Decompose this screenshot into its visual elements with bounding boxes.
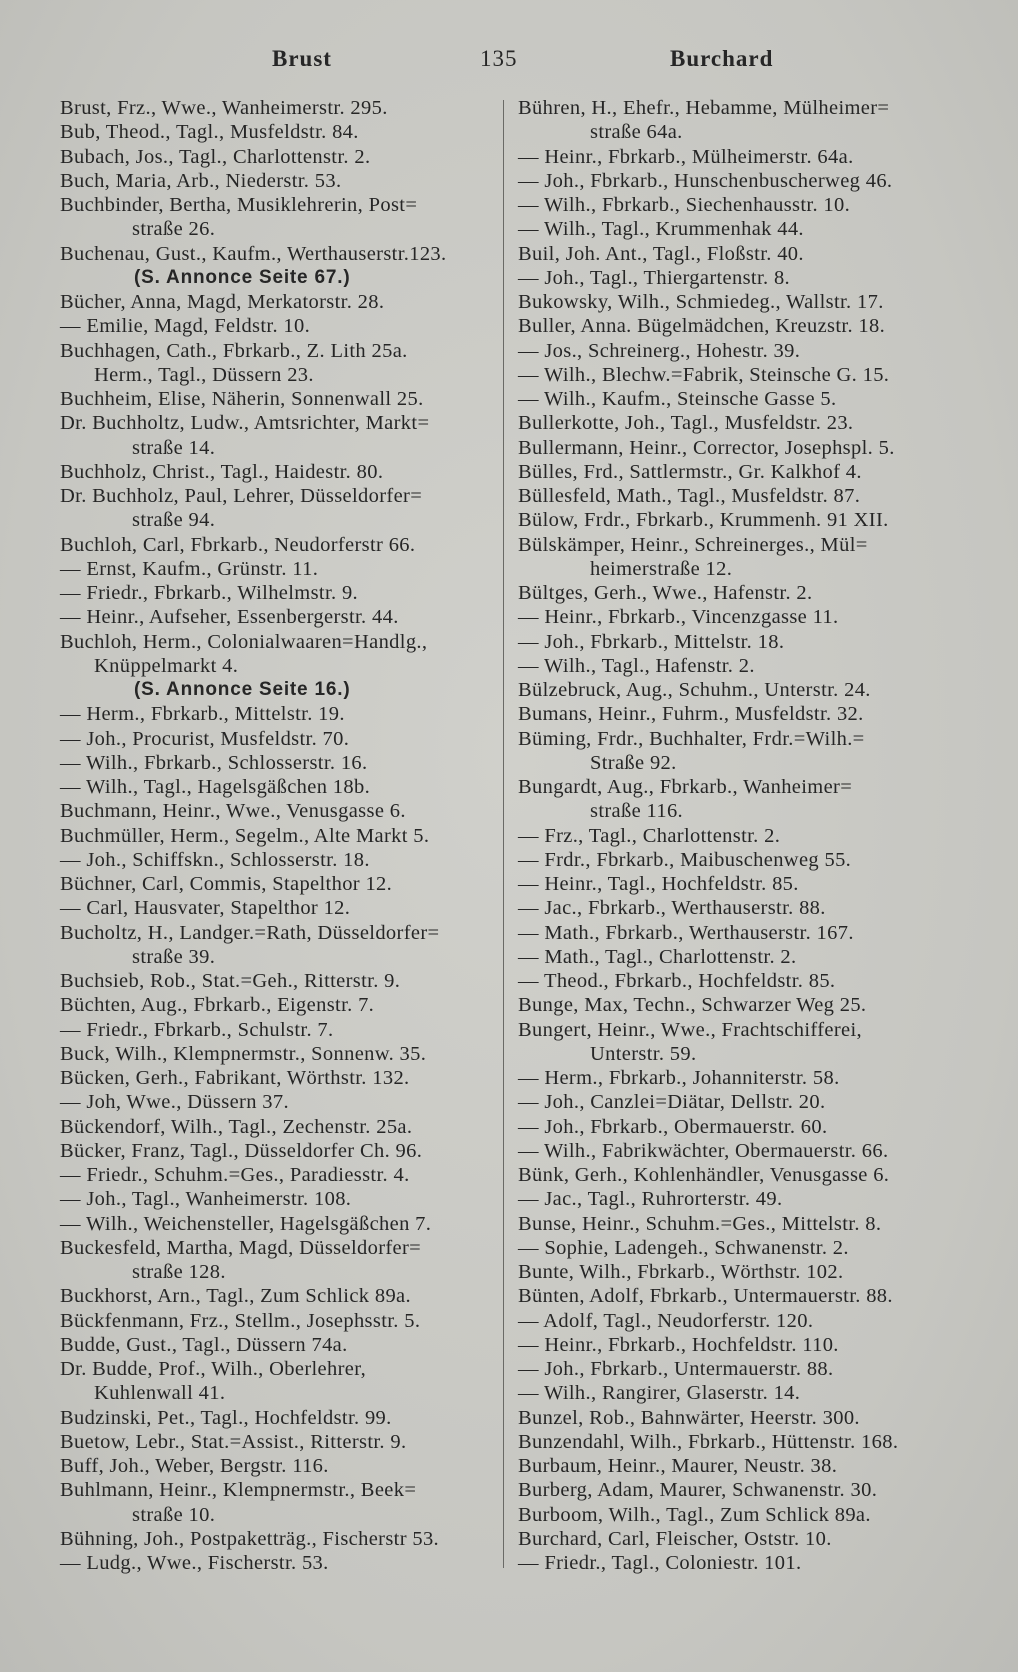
directory-entry: — Joh., Tagl., Thiergartenstr. 8. bbox=[518, 266, 791, 289]
directory-entry: Budde, Gust., Tagl., Düssern 74a. bbox=[60, 1333, 348, 1356]
directory-entry: Bünten, Adolf, Fbrkarb., Untermauerstr. 88. bbox=[518, 1285, 893, 1308]
directory-entry: — Jos., Schreinerg., Hohestr. 39. bbox=[518, 339, 801, 362]
directory-entry: — Wilh., Kaufm., Steinsche Gasse 5. bbox=[518, 388, 837, 410]
directory-entry: — Wilh., Rangirer, Glaserstr. 14. bbox=[518, 1382, 801, 1405]
directory-entry: Bub, Theod., Tagl., Musfeldstr. 84. bbox=[60, 121, 359, 144]
directory-entry-continuation: Herm., Tagl., Düssern 23. bbox=[94, 363, 314, 386]
directory-entry: — Frz., Tagl., Charlottenstr. 2. bbox=[518, 824, 781, 847]
right-column bbox=[518, 96, 988, 1575]
directory-entry: Bunse, Heinr., Schuhm.=Ges., Mittelstr. 8. bbox=[518, 1212, 882, 1235]
directory-entry: — Math., Fbrkarb., Werthauserstr. 167. bbox=[518, 921, 854, 944]
directory-entry: Bukowsky, Wilh., Schmiedeg., Wallstr. 17. bbox=[518, 291, 884, 313]
directory-entry-continuation: straße 128. bbox=[132, 1261, 226, 1283]
directory-entry: Bucholtz, H., Landger.=Rath, Düsseldorfer= bbox=[60, 921, 440, 944]
directory-entry: Bückendorf, Wilh., Tagl., Zechenstr. 25a. bbox=[60, 1115, 413, 1138]
directory-entry: — Friedr., Tagl., Coloniestr. 101. bbox=[518, 1552, 802, 1574]
directory-entry: — Friedr., Schuhm.=Ges., Paradiesstr. 4. bbox=[60, 1164, 410, 1186]
directory-entry: Buch, Maria, Arb., Niederstr. 53. bbox=[60, 169, 342, 192]
directory-entry: Brust, Frz., Wwe., Wanheimerstr. 295. bbox=[60, 97, 388, 119]
directory-entry: — Friedr., Fbrkarb., Schulstr. 7. bbox=[60, 1018, 334, 1041]
directory-entry: — Heinr., Fbrkarb., Hochfeldstr. 110. bbox=[518, 1333, 839, 1356]
directory-entry: Buetow, Lebr., Stat.=Assist., Ritterstr. 9. bbox=[60, 1430, 407, 1453]
directory-entry: — Heinr., Tagl., Hochfeldstr. 85. bbox=[518, 873, 799, 895]
directory-entry: Burberg, Adam, Maurer, Schwanenstr. 30. bbox=[518, 1479, 878, 1502]
running-head-last-entry: Burchard bbox=[670, 46, 774, 71]
advertisement-reference: (S. Annonce Seite 67.) bbox=[134, 266, 351, 288]
directory-entry-continuation: Unterstr. 59. bbox=[590, 1042, 697, 1065]
directory-entry: — Joh., Fbrkarb., Untermauerstr. 88. bbox=[518, 1358, 834, 1380]
directory-entry: — Ludg., Wwe., Fischerstr. 53. bbox=[60, 1552, 329, 1574]
directory-entry: — Wilh., Blechw.=Fabrik, Steinsche G. 15. bbox=[518, 363, 890, 386]
directory-entry: Büchner, Carl, Commis, Stapelthor 12. bbox=[60, 873, 393, 895]
directory-entry-continuation: Kuhlenwall 41. bbox=[94, 1382, 226, 1405]
directory-entry: — Joh., Fbrkarb., Obermauerstr. 60. bbox=[518, 1115, 828, 1138]
directory-entry: Burboom, Wilh., Tagl., Zum Schlick 89a. bbox=[518, 1503, 871, 1526]
directory-entry: — Joh., Canzlei=Diätar, Dellstr. 20. bbox=[518, 1091, 826, 1114]
directory-entry: Buff, Joh., Weber, Bergstr. 116. bbox=[60, 1455, 329, 1477]
directory-entry: Bülskämper, Heinr., Schreinerges., Mül= bbox=[518, 533, 868, 556]
directory-entry-continuation: straße 26. bbox=[132, 218, 216, 241]
directory-entry: Bunzel, Rob., Bahnwärter, Heerstr. 300. bbox=[518, 1406, 860, 1429]
directory-entry: — Joh., Fbrkarb., Hunschenbuscherweg 46. bbox=[518, 169, 893, 192]
directory-entry: Buhlmann, Heinr., Klempnermstr., Beek= bbox=[60, 1479, 417, 1502]
advertisement-reference: (S. Annonce Seite 16.) bbox=[134, 679, 351, 700]
directory-entry-continuation: heimerstraße 12. bbox=[590, 557, 733, 580]
directory-entry: — Heinr., Fbrkarb., Vincenzgasse 11. bbox=[518, 606, 839, 629]
directory-entry: Burbaum, Heinr., Maurer, Neustr. 38. bbox=[518, 1455, 838, 1477]
directory-entry: — Joh., Procurist, Musfeldstr. 70. bbox=[60, 727, 350, 750]
directory-entry: — Sophie, Ladengeh., Schwanenstr. 2. bbox=[518, 1236, 849, 1259]
directory-entry: — Herm., Fbrkarb., Mittelstr. 19. bbox=[60, 703, 345, 726]
page-number: 135 bbox=[480, 46, 518, 71]
directory-entry-continuation: straße 94. bbox=[132, 509, 216, 532]
directory-entry-continuation: straße 14. bbox=[132, 436, 216, 459]
directory-entry: Dr. Buchholz, Paul, Lehrer, Düsseldorfer= bbox=[60, 485, 423, 507]
directory-entry: Buchhagen, Cath., Fbrkarb., Z. Lith 25a. bbox=[60, 339, 408, 362]
directory-entry: Buchenau, Gust., Kaufm., Werthauserstr.123. bbox=[60, 242, 447, 265]
directory-entry: Burchard, Carl, Fleischer, Oststr. 10. bbox=[518, 1527, 832, 1550]
directory-entry: Bülles, Frd., Sattlermstr., Gr. Kalkhof 4. bbox=[518, 460, 862, 483]
directory-entry: Bungert, Heinr., Wwe., Frachtschifferei, bbox=[518, 1018, 862, 1041]
directory-entry: — Friedr., Fbrkarb., Wilhelmstr. 9. bbox=[60, 582, 359, 604]
directory-entry: Bumans, Heinr., Fuhrm., Musfeldstr. 32. bbox=[518, 703, 864, 726]
directory-entry: — Wilh., Fabrikwächter, Obermauerstr. 66. bbox=[518, 1139, 889, 1162]
directory-entry: Büchten, Aug., Fbrkarb., Eigenstr. 7. bbox=[60, 994, 375, 1017]
directory-entry: — Wilh., Weichensteller, Hagelsgäßchen 7. bbox=[60, 1212, 432, 1235]
directory-entry: Bücher, Anna, Magd, Merkatorstr. 28. bbox=[60, 291, 385, 313]
directory-entry: Bülow, Frdr., Fbrkarb., Krummenh. 91 XII. bbox=[518, 509, 889, 532]
directory-entry: — Heinr., Fbrkarb., Mülheimerstr. 64a. bbox=[518, 145, 854, 168]
directory-entry: Bunzendahl, Wilh., Fbrkarb., Hüttenstr. 168. bbox=[518, 1430, 899, 1453]
directory-entry: — Wilh., Tagl., Krummenhak 44. bbox=[518, 218, 804, 241]
directory-entry: Büllesfeld, Math., Tagl., Musfeldstr. 87. bbox=[518, 485, 861, 507]
directory-entry: Buchholz, Christ., Tagl., Haidestr. 80. bbox=[60, 460, 384, 483]
directory-entry: Bullerkotte, Joh., Tagl., Musfeldstr. 23. bbox=[518, 412, 854, 435]
directory-entry: Bühren, H., Ehefr., Hebamme, Mülheimer= bbox=[518, 97, 890, 119]
running-head-first-entry: Brust bbox=[272, 46, 332, 71]
directory-entry: Buck, Wilh., Klempnermstr., Sonnenw. 35. bbox=[60, 1042, 427, 1065]
left-column bbox=[60, 96, 492, 1575]
directory-entry: — Heinr., Aufseher, Essenbergerstr. 44. bbox=[60, 606, 399, 629]
directory-entry: — Joh, Wwe., Düssern 37. bbox=[60, 1091, 289, 1114]
directory-entry: Bücker, Franz, Tagl., Düsseldorfer Ch. 96. bbox=[60, 1139, 423, 1162]
directory-entry: — Jac., Fbrkarb., Werthauserstr. 88. bbox=[518, 897, 826, 920]
directory-entry: Büming, Frdr., Buchhalter, Frdr.=Wilh.= bbox=[518, 727, 865, 750]
directory-entry-continuation: straße 39. bbox=[132, 945, 216, 968]
directory-entry: Bückfenmann, Frz., Stellm., Josephsstr. 5. bbox=[60, 1309, 421, 1332]
directory-entry: Budzinski, Pet., Tagl., Hochfeldstr. 99. bbox=[60, 1406, 392, 1429]
directory-entry: Bunte, Wilh., Fbrkarb., Wörthstr. 102. bbox=[518, 1261, 844, 1283]
directory-entry: Buchmüller, Herm., Segelm., Alte Markt 5. bbox=[60, 824, 430, 847]
directory-entry-continuation: Knüppelmarkt 4. bbox=[94, 654, 239, 677]
directory-entry: Dr. Budde, Prof., Wilh., Oberlehrer, bbox=[60, 1358, 367, 1380]
directory-entry: Buller, Anna. Bügelmädchen, Kreuzstr. 18. bbox=[518, 315, 886, 338]
directory-entry: Buchmann, Heinr., Wwe., Venusgasse 6. bbox=[60, 800, 406, 823]
directory-entry: Buchheim, Elise, Näherin, Sonnenwall 25. bbox=[60, 388, 424, 410]
directory-entry-continuation: Straße 92. bbox=[590, 751, 677, 774]
directory-entry: — Herm., Fbrkarb., Johanniterstr. 58. bbox=[518, 1067, 840, 1089]
directory-entry: — Wilh., Fbrkarb., Siechenhausstr. 10. bbox=[518, 194, 851, 216]
directory-entry: Buckhorst, Arn., Tagl., Zum Schlick 89a. bbox=[60, 1285, 411, 1308]
directory-entry: Bullermann, Heinr., Corrector, Josephspl. 5. bbox=[518, 436, 895, 459]
directory-entry: — Joh., Tagl., Wanheimerstr. 108. bbox=[60, 1188, 352, 1211]
directory-entry: Buil, Joh. Ant., Tagl., Floßstr. 40. bbox=[518, 242, 804, 265]
directory-entry: — Jac., Tagl., Ruhrorterstr. 49. bbox=[518, 1188, 783, 1211]
directory-entry: Bünk, Gerh., Kohlenhändler, Venusgasse 6. bbox=[518, 1164, 890, 1186]
directory-entry-continuation: straße 116. bbox=[590, 800, 684, 823]
directory-entry: Bücken, Gerh., Fabrikant, Wörthstr. 132. bbox=[60, 1067, 410, 1089]
directory-entry: Bühning, Joh., Postpaketträg., Fischerstr 53. bbox=[60, 1527, 440, 1550]
column-divider bbox=[503, 100, 504, 1568]
directory-entry: Bubach, Jos., Tagl., Charlottenstr. 2. bbox=[60, 145, 371, 168]
directory-entry: — Frdr., Fbrkarb., Maibuschenweg 55. bbox=[518, 848, 852, 871]
directory-entry: — Emilie, Magd, Feldstr. 10. bbox=[60, 315, 311, 338]
directory-entry: — Wilh., Tagl., Hagelsgäßchen 18b. bbox=[60, 776, 371, 798]
directory-entry: — Carl, Hausvater, Stapelthor 12. bbox=[60, 897, 351, 920]
directory-entry: — Wilh., Tagl., Hafenstr. 2. bbox=[518, 654, 755, 677]
directory-entry: Bunge, Max, Techn., Schwarzer Weg 25. bbox=[518, 994, 867, 1017]
directory-entry-continuation: straße 64a. bbox=[590, 121, 683, 144]
directory-entry: — Theod., Fbrkarb., Hochfeldstr. 85. bbox=[518, 970, 836, 992]
directory-entry: Buckesfeld, Martha, Magd, Düsseldorfer= bbox=[60, 1236, 422, 1259]
directory-entry: Buchsieb, Rob., Stat.=Geh., Ritterstr. 9. bbox=[60, 970, 401, 992]
directory-entry-continuation: straße 10. bbox=[132, 1503, 216, 1526]
directory-entry: — Joh., Schiffskn., Schlosserstr. 18. bbox=[60, 848, 370, 871]
directory-entry: Buchloh, Herm., Colonialwaaren=Handlg., bbox=[60, 630, 428, 653]
directory-entry: — Wilh., Fbrkarb., Schlosserstr. 16. bbox=[60, 751, 368, 774]
directory-entry: Dr. Buchholtz, Ludw., Amtsrichter, Markt= bbox=[60, 412, 430, 435]
directory-entry: — Math., Tagl., Charlottenstr. 2. bbox=[518, 945, 797, 968]
directory-entry: — Ernst, Kaufm., Grünstr. 11. bbox=[60, 557, 319, 580]
directory-entry: Bungardt, Aug., Fbrkarb., Wanheimer= bbox=[518, 776, 853, 798]
directory-entry: — Adolf, Tagl., Neudorferstr. 120. bbox=[518, 1309, 814, 1332]
directory-entry: Bülzebruck, Aug., Schuhm., Unterstr. 24. bbox=[518, 679, 871, 701]
directory-entry: Buchloh, Carl, Fbrkarb., Neudorferstr 66. bbox=[60, 533, 416, 556]
directory-entry: Bültges, Gerh., Wwe., Hafenstr. 2. bbox=[518, 582, 813, 604]
directory-entry: — Joh., Fbrkarb., Mittelstr. 18. bbox=[518, 630, 785, 653]
directory-entry: Buchbinder, Bertha, Musiklehrerin, Post= bbox=[60, 194, 418, 216]
